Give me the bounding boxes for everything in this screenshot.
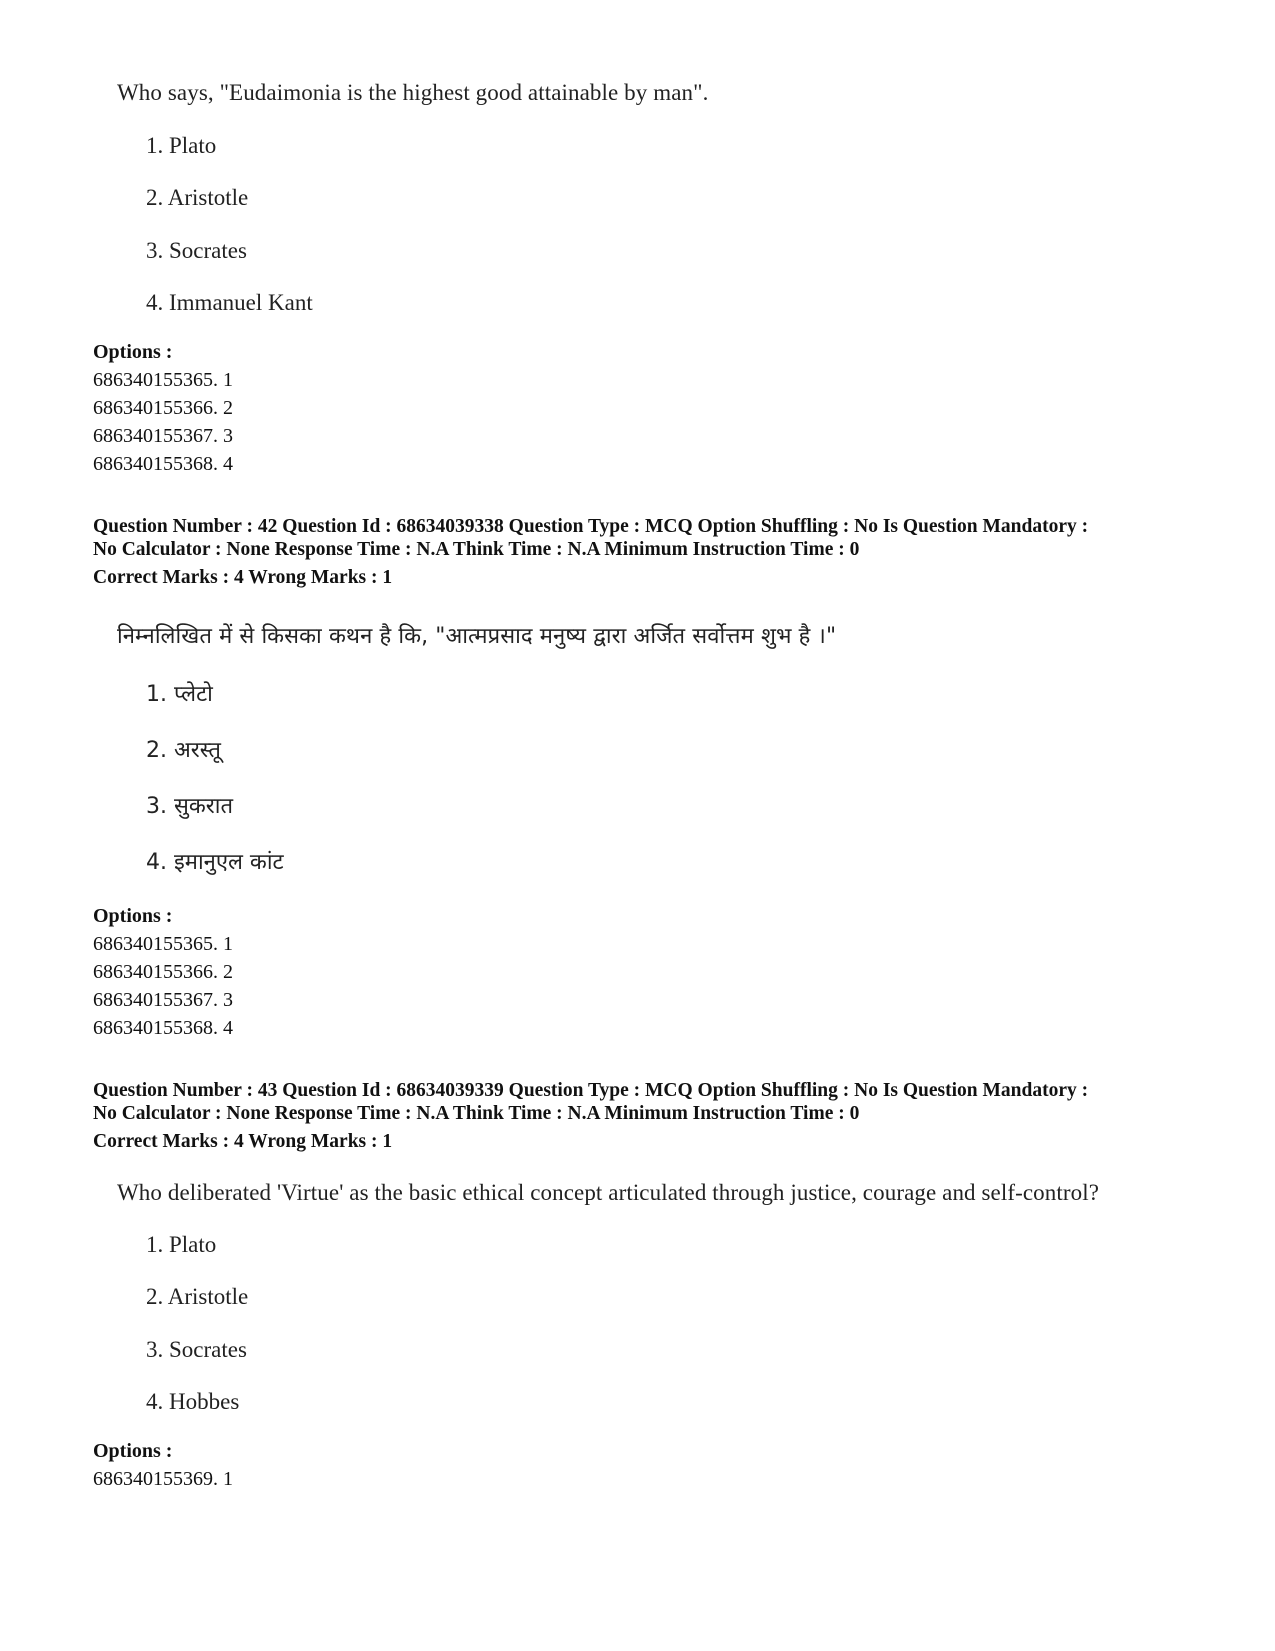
options-label: Options : xyxy=(93,341,173,363)
choice-item: 2. Aristotle xyxy=(146,185,249,210)
option-id-line: 686340155366. 2 xyxy=(93,961,233,983)
choice-item: 4. Immanuel Kant xyxy=(146,290,313,315)
option-id-line: 686340155366. 2 xyxy=(93,397,233,419)
option-id-line: 686340155367. 3 xyxy=(93,425,233,447)
choice-item: 3. सुकरात xyxy=(146,794,233,819)
options-label: Options : xyxy=(93,905,173,927)
choice-item: 3. Socrates xyxy=(146,238,247,263)
choice-item: 4. Hobbes xyxy=(146,1389,240,1414)
choice-item: 1. Plato xyxy=(146,1232,217,1257)
question-text: निम्नलिखित में से किसका कथन है कि, "आत्मप्रसाद मनुष्य द्वारा अर्जित सर्वोत्तम शुभ है ।" xyxy=(117,624,837,649)
question-text: Who deliberated 'Virtue' as the basic ethical concept articulated through justice, courage and self-control? xyxy=(117,1180,1100,1205)
question-meta-line: Question Number : 42 Question Id : 68634039338 Question Type : MCQ Option Shuffling : No Is Question Mandatory : xyxy=(93,516,1089,537)
choice-item: 1. Plato xyxy=(146,133,217,158)
option-id-line: 686340155368. 4 xyxy=(93,1017,233,1039)
option-id-line: 686340155367. 3 xyxy=(93,989,233,1011)
option-id-line: 686340155369. 1 xyxy=(93,1468,233,1490)
question-meta-line: Question Number : 43 Question Id : 68634039339 Question Type : MCQ Option Shuffling : No Is Question Mandatory : xyxy=(93,1080,1089,1101)
marks-line: Correct Marks : 4 Wrong Marks : 1 xyxy=(93,567,393,588)
question-meta-line: No Calculator : None Response Time : N.A Think Time : N.A Minimum Instruction Time : 0 xyxy=(93,539,860,560)
options-label: Options : xyxy=(93,1440,173,1462)
question-meta-line: No Calculator : None Response Time : N.A Think Time : N.A Minimum Instruction Time : 0 xyxy=(93,1103,860,1124)
choice-item: 1. प्लेटो xyxy=(146,682,213,707)
option-id-line: 686340155368. 4 xyxy=(93,453,233,475)
choice-item: 2. Aristotle xyxy=(146,1284,249,1309)
marks-line: Correct Marks : 4 Wrong Marks : 1 xyxy=(93,1131,393,1152)
choice-item: 2. अरस्तू xyxy=(146,738,221,763)
choice-item: 3. Socrates xyxy=(146,1337,247,1362)
choice-item: 4. इमानुएल कांट xyxy=(146,850,284,875)
question-text: Who says, "Eudaimonia is the highest good attainable by man". xyxy=(117,80,709,105)
option-id-line: 686340155365. 1 xyxy=(93,933,233,955)
option-id-line: 686340155365. 1 xyxy=(93,369,233,391)
